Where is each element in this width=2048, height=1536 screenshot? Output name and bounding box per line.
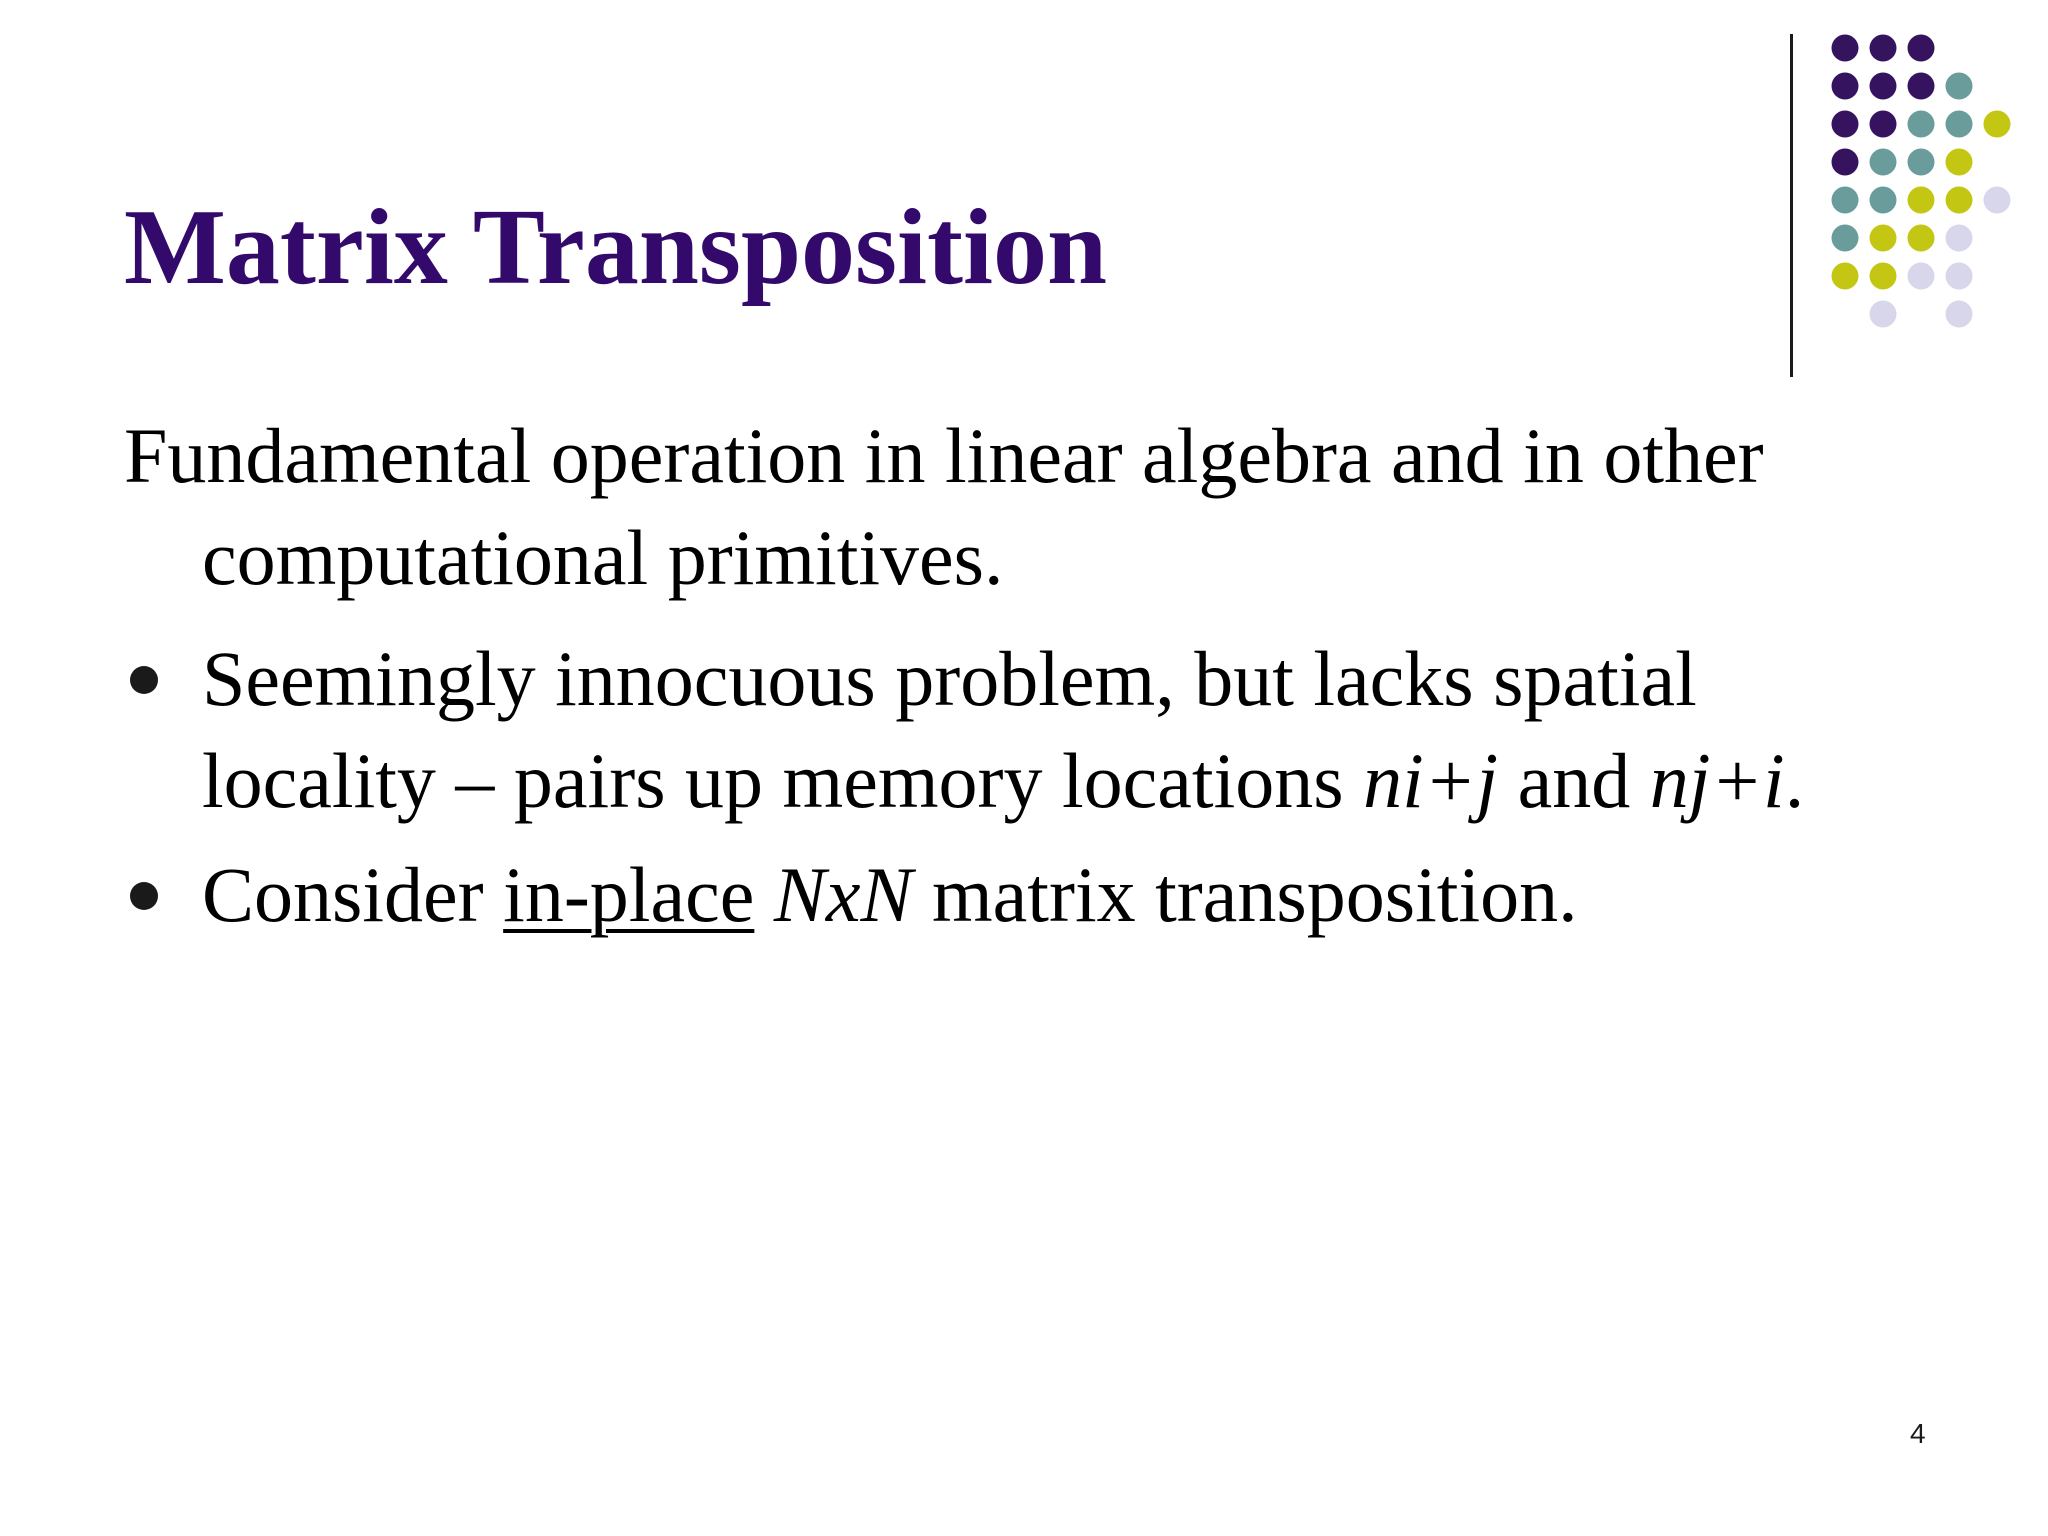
bullet-1-expr-ni-plus-j: ni+j: [1363, 737, 1499, 824]
decorative-dot-teal: [1832, 187, 1859, 214]
bullet-list: [124, 628, 1904, 958]
bullet-dot-icon: [130, 666, 158, 694]
bullet-2-space: [754, 851, 774, 938]
decorative-dot-lavender: [1946, 263, 1973, 290]
decorative-dot-purple: [1908, 35, 1935, 62]
decorative-dot-purple: [1832, 35, 1859, 62]
decorative-dot-teal: [1832, 225, 1859, 252]
bullet-2-text: Consider: [202, 851, 504, 938]
intro-line-1: Fundamental operation in linear algebra and in other: [124, 412, 1764, 499]
bullet-2-underlined-in-place: in-place: [503, 851, 755, 938]
decorative-dot-lavender: [1946, 301, 1973, 328]
decorative-dot-lavender: [1984, 187, 2011, 214]
decorative-dot-lavender: [1870, 301, 1897, 328]
bullet-dot-icon: [130, 882, 158, 910]
decorative-dot-olive: [1832, 263, 1859, 290]
decorative-dot-olive: [1984, 111, 2011, 138]
decorative-dot-teal: [1870, 149, 1897, 176]
bullet-1-text: Seemingly innocuous problem, but lacks spatial locality – pairs up memory locations: [202, 635, 1697, 824]
header-divider-line: [1790, 34, 1793, 377]
bullet-2-expr-nxn: NxN: [773, 851, 913, 938]
decorative-dot-purple: [1870, 111, 1897, 138]
bullet-1-connector: and: [1498, 737, 1650, 824]
decorative-dot-olive: [1946, 187, 1973, 214]
decorative-dot-olive: [1870, 263, 1897, 290]
intro-paragraph: [124, 405, 1964, 609]
decorative-dot-teal: [1908, 149, 1935, 176]
decorative-dot-purple: [1870, 73, 1897, 100]
decorative-dot-purple: [1832, 111, 1859, 138]
decorative-dot-olive: [1870, 225, 1897, 252]
decorative-dot-olive: [1908, 187, 1935, 214]
bullet-1-expr-nj-plus-i: nj+i: [1649, 737, 1785, 824]
decorative-dot-purple: [1832, 73, 1859, 100]
intro-line-2: computational primitives.: [202, 514, 1004, 601]
decorative-dot-olive: [1908, 225, 1935, 252]
bullet-2-end: matrix transposition.: [912, 851, 1578, 938]
slide-title: Matrix Transposition: [124, 188, 1108, 307]
decorative-dot-lavender: [1908, 263, 1935, 290]
page-number: 4: [1910, 1418, 1926, 1449]
decorative-dot-teal: [1908, 111, 1935, 138]
decorative-dot-purple: [1908, 73, 1935, 100]
decorative-dot-olive: [1946, 149, 1973, 176]
bullet-item-in-place: [124, 844, 1904, 946]
decorative-dot-teal: [1946, 111, 1973, 138]
decorative-dot-purple: [1832, 149, 1859, 176]
bullet-item-spatial-locality: [124, 628, 1904, 832]
decorative-dot-purple: [1870, 35, 1897, 62]
decorative-dot-teal: [1870, 187, 1897, 214]
bullet-1-end: .: [1784, 737, 1805, 824]
decorative-dot-lavender: [1946, 225, 1973, 252]
decorative-dot-teal: [1946, 73, 1973, 100]
